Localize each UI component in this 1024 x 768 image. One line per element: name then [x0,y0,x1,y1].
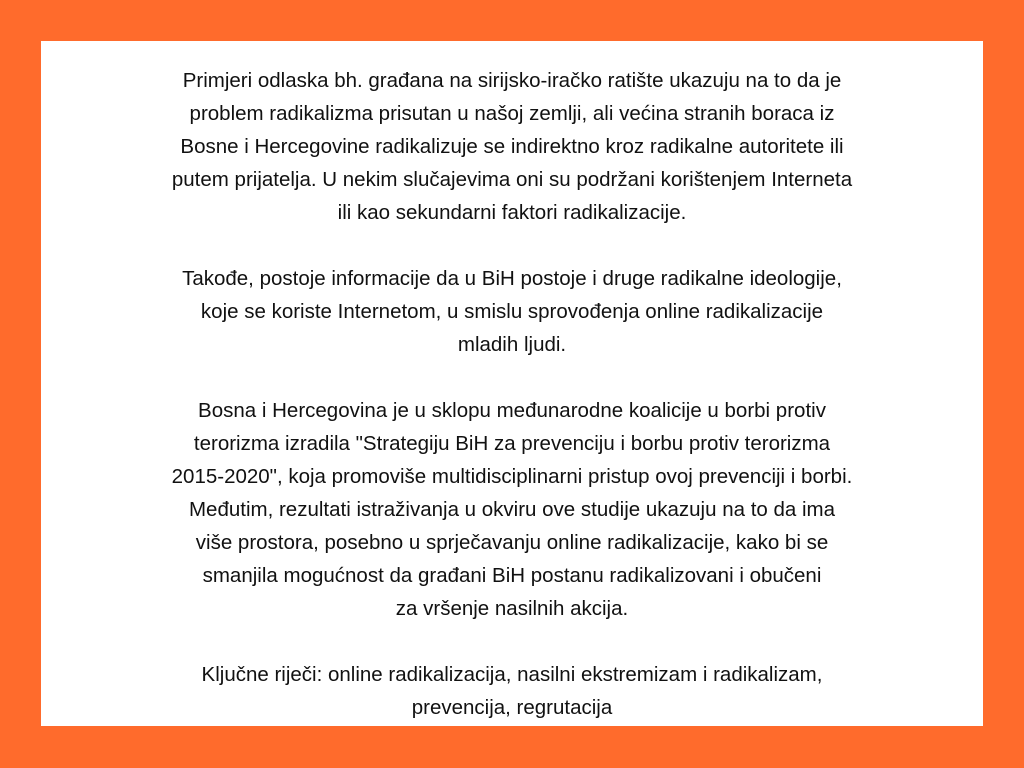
text-line: Ključne riječi: online radikalizacija, nasilni ekstremizam i radikalizam, [201,663,823,686]
paragraph-strategy [55,394,969,625]
text-line: Bosne i Hercegovine radikalizuje se indirektno kroz radikalne autoritete ili [180,135,844,158]
text-panel [41,41,983,726]
text-line: ili kao sekundarni faktori radikalizacije. [337,201,687,224]
text-line: više prostora, posebno u sprječavanju online radikalizacije, kako bi se [195,531,829,554]
text-line: Primjeri odlaska bh. građana na sirijsko-iračko ratište ukazuju na to da je [182,69,842,92]
text-line: putem prijatelja. U nekim slučajevima oni su podržani korištenjem Interneta [171,168,853,191]
text-line: 2015-2020", koja promoviše multidisciplinarni pristup ovoj prevenciji i borbi. [171,465,853,488]
text-line: terorizma izradila "Strategiju BiH za prevenciju i borbu protiv terorizma [193,432,831,455]
text-line: koje se koriste Internetom, u smislu sprovođenja online radikalizacije [200,300,824,323]
text-line: problem radikalizma prisutan u našoj zemlji, ali većina stranih boraca iz [189,102,835,125]
paragraph-ideologies [55,262,969,361]
paragraph-keywords [55,658,969,724]
paragraph-intro [55,64,969,229]
text-line: Takođe, postoje informacije da u BiH postoje i druge radikalne ideologije, [182,267,842,290]
text-line: Bosna i Hercegovina je u sklopu međunarodne koalicije u borbi protiv [198,399,826,422]
text-line: prevencija, regrutacija [411,696,613,719]
text-line: mladih ljudi. [457,333,567,356]
text-line: Međutim, rezultati istraživanja u okviru ove studije ukazuju na to da ima [188,498,836,521]
text-line: za vršenje nasilnih akcija. [395,597,629,620]
text-line: smanjila mogućnost da građani BiH postanu radikalizovani i obučeni [202,564,822,587]
